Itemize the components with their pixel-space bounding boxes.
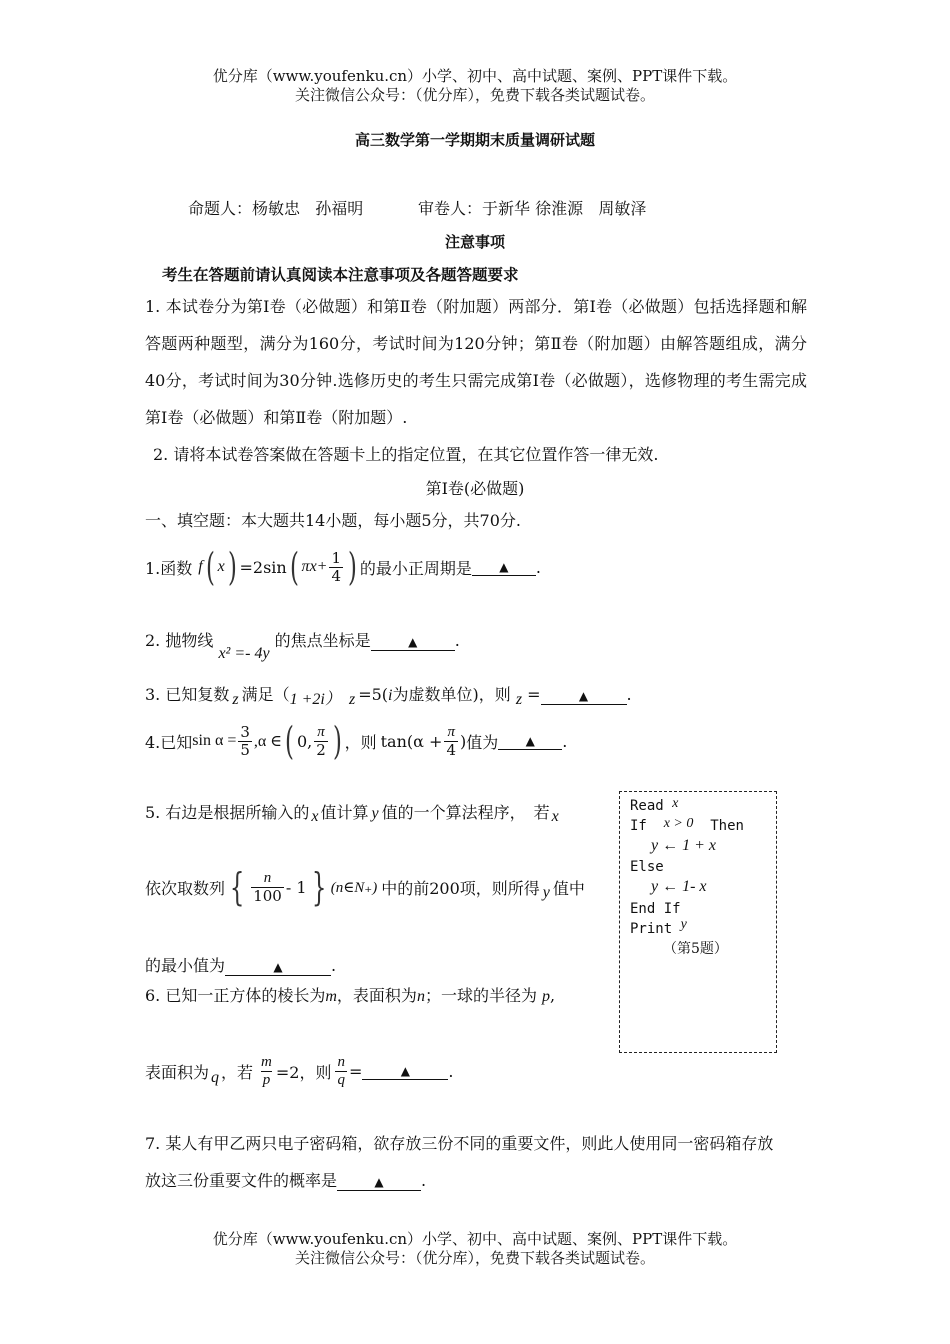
q6-m: m	[325, 988, 337, 1005]
question-5-line-3	[145, 953, 336, 976]
q1-paren-close: )	[227, 545, 237, 589]
q7-answer-blank[interactable]: ▲	[337, 1174, 421, 1191]
q4-d1: 5	[240, 740, 250, 759]
q4-post: 值为	[466, 732, 499, 752]
q4-tan: tan(α +	[380, 731, 443, 751]
q6-text-f: ，若	[221, 1063, 254, 1082]
q4-frac-3	[444, 724, 458, 759]
q5-minus-1: - 1	[285, 877, 307, 897]
program-line-4: Else	[630, 859, 664, 875]
q1-pix: πx+	[301, 558, 328, 575]
q3-z2: z	[348, 691, 356, 708]
q5-d: 100	[253, 886, 282, 905]
q6-frac-p: p	[262, 1072, 271, 1088]
q6-answer-blank[interactable]: ▲	[362, 1063, 448, 1080]
q7-end: .	[421, 1171, 427, 1190]
question-6-line-2	[145, 1054, 453, 1089]
q4-d2: 2	[316, 740, 326, 759]
program-if-cond: x > 0	[663, 816, 694, 831]
question-4	[145, 719, 568, 763]
q7-text: 放这三份重要文件的概率是	[145, 1171, 338, 1190]
q6-frac-mp	[259, 1054, 274, 1089]
q5-n: n	[263, 869, 272, 886]
q4-frac-1	[238, 724, 252, 759]
q1-post: 的最小正周期是	[359, 558, 472, 578]
question-7-line-1: 7. 某人有甲乙两只电子密码箱，欲存放三份不同的重要文件，则此人使用同一密码箱存放	[145, 1134, 774, 1153]
q3-answer-blank[interactable]: ▲	[541, 688, 627, 705]
q4-frac-2	[314, 724, 328, 759]
q6-p: p	[542, 988, 551, 1005]
q3-prefix: 3. 已知复数	[145, 685, 230, 704]
q5-text-d: 依次取数列	[145, 878, 226, 898]
program-line-7	[630, 919, 687, 940]
q3-z1: z	[232, 691, 239, 708]
q4-zero: 0,	[296, 731, 313, 751]
q5-text-c: 值的一个算法程序， 若	[381, 803, 550, 822]
footer-line-1: 优分库（www.youfenku.cn）小学、初中、高中试题、案例、PPT课件下载。	[212, 1230, 738, 1248]
q5-frac	[251, 870, 284, 905]
q4-paren-open: (	[285, 719, 295, 763]
q1-paren-open: (	[205, 545, 215, 589]
setter-label: 命题人：杨敏忠	[188, 199, 301, 218]
reviewer-2: 徐淮源	[535, 199, 584, 218]
program-line-6: End If	[630, 901, 681, 917]
q5-answer-blank[interactable]: ▲	[225, 959, 331, 976]
q3-mid3: 为虚数单位)，则	[392, 685, 511, 704]
program-then: Then	[710, 818, 744, 834]
q5-brace-open: {	[229, 865, 245, 909]
question-7-line-2	[145, 1168, 426, 1191]
question-3	[145, 682, 632, 708]
question-5-line-1	[145, 800, 559, 823]
reviewer-3: 周敏泽	[598, 199, 647, 218]
notice-subheading: 考生在答题前请认真阅读本注意事项及各题答题要求	[162, 265, 519, 284]
q1-end: .	[535, 557, 541, 577]
q4-d3: 4	[446, 740, 456, 759]
q2-post: 的焦点坐标是	[274, 631, 371, 650]
q6-text-b: ，表面积为	[336, 986, 417, 1005]
q5-brace-close: }	[311, 865, 326, 909]
reviewers-line	[418, 196, 646, 219]
page-title: 高三数学第一学期期末质量调研试题	[354, 131, 595, 149]
q5-y2: y	[542, 884, 550, 901]
q4-then: ，则	[344, 732, 377, 752]
q1-answer-blank[interactable]: ▲	[472, 559, 536, 576]
q5-cond: (n∈N₊)	[330, 879, 378, 896]
authors-line	[188, 196, 363, 219]
q2-answer-blank[interactable]: ▲	[371, 634, 455, 651]
question-1	[145, 545, 541, 589]
q4-n1: 3	[240, 722, 250, 741]
q3-eq: =	[527, 685, 541, 704]
q6-frac-m: m	[261, 1054, 272, 1070]
reviewer-label: 审卷人：于新华	[418, 199, 531, 218]
q6-frac-n: n	[337, 1054, 345, 1070]
program-print-var: y	[680, 917, 687, 932]
q3-z3: z	[515, 691, 523, 708]
q3-inner: 1 +2i）	[289, 691, 341, 708]
q3-mid1: 满足（	[241, 685, 290, 704]
q3-i: i	[388, 687, 393, 704]
section-intro: 一、填空题：本大题共14小题，每小题5分，共70分.	[145, 511, 521, 530]
q4-sin: sin α =	[192, 732, 237, 749]
program-if: If	[630, 818, 647, 834]
q4-n2: π	[317, 723, 325, 740]
q1-fraction	[329, 550, 343, 585]
q6-q: q	[211, 1068, 220, 1086]
q1-den: 4	[331, 566, 342, 585]
q3-end: .	[626, 685, 632, 704]
q5-y1: y	[371, 805, 379, 822]
q2-end: .	[454, 631, 460, 650]
q6-text-a: 6. 已知一正方体的棱长为	[145, 986, 326, 1005]
q6-text-e: 表面积为	[145, 1063, 210, 1082]
q4-n3: π	[447, 723, 455, 740]
setter-2: 孙福明	[315, 199, 364, 218]
q1-big-close: )	[347, 545, 357, 589]
q4-end: .	[562, 731, 568, 751]
q1-prefix: 1.函数	[145, 558, 193, 578]
q6-frac-q: q	[337, 1072, 345, 1088]
q5-text-f: 值中	[552, 878, 585, 898]
footer-line-2: 关注微信公众号：（优分库），免费下载各类试题试卷。	[294, 1249, 655, 1267]
notice-item-1: 1. 本试卷分为第Ⅰ卷（必做题）和第Ⅱ卷（附加题）两部分．第Ⅰ卷（必做题）包括选择题和解答题两种题型，满分为160分，考试时间为120分钟；第Ⅱ卷（附加题）由解答题组成，满分40分，考试时间为30分钟.选修历史的考生只需完成第Ⅰ卷（必做题），选修物理的考生需完成第Ⅰ卷（必做题）和第Ⅱ卷（附加题）.	[145, 297, 807, 427]
q6-end: .	[448, 1062, 454, 1081]
q1-num: 1	[331, 548, 342, 567]
q2-prefix: 2. 抛物线	[145, 631, 214, 650]
q6-text-g: =2，则	[275, 1063, 332, 1082]
q6-n: n	[416, 988, 425, 1005]
program-line-5: y ← 1- x	[651, 878, 707, 895]
notice-item-2: 2. 请将本试卷答案做在答题卡上的指定位置，在其它位置作答一律无效.	[153, 445, 659, 464]
q5-x1: x	[311, 808, 319, 825]
q3-mid2: =5(	[358, 685, 389, 704]
q4-answer-blank[interactable]: ▲	[498, 733, 562, 750]
q4-paren-close: )	[332, 719, 342, 763]
q6-frac-nq	[335, 1054, 347, 1089]
question-5-line-2	[145, 865, 585, 909]
q1-x: x	[217, 558, 225, 575]
q1-big-open: (	[289, 545, 299, 589]
program-line-3: y ← 1 + x	[651, 837, 716, 854]
q5-end: .	[331, 956, 337, 975]
q6-text-h: =	[348, 1062, 363, 1081]
q1-f: f	[198, 558, 203, 575]
program-print: Print	[630, 921, 673, 937]
program-caption: （第5题）	[663, 941, 728, 957]
question-2	[145, 628, 460, 662]
q4-in: ,α ∈	[253, 733, 283, 750]
program-read-var: x	[672, 796, 679, 811]
program-line-1	[630, 796, 678, 817]
section-title: 第Ⅰ卷(必做题)	[425, 479, 525, 498]
q4-prefix: 4.已知	[145, 732, 193, 752]
q5-text-e: 中的前200项，则所得	[381, 878, 540, 898]
q4-close: )	[459, 731, 467, 751]
q6-text-c: ；一球的半径为	[424, 986, 537, 1005]
q2-expr: x² =- 4y	[218, 645, 270, 662]
question-6-line-1	[145, 983, 555, 1006]
q5-text-g: 的最小值为	[145, 956, 226, 975]
q6-text-d: ,	[550, 986, 556, 1005]
program-line-2	[630, 816, 744, 837]
q5-text-b: 值计算	[320, 803, 369, 822]
header-line-1: 优分库（www.youfenku.cn）小学、初中、高中试题、案例、PPT课件下载。	[212, 67, 738, 85]
notice-heading: 注意事项	[444, 233, 505, 251]
q5-x2: x	[551, 808, 559, 825]
header-line-2: 关注微信公众号：（优分库），免费下载各类试题试卷。	[294, 86, 655, 104]
program-read: Read	[630, 798, 664, 814]
q5-text-a: 5. 右边是根据所输入的	[145, 803, 310, 822]
q1-eq: =2sin	[239, 557, 287, 577]
